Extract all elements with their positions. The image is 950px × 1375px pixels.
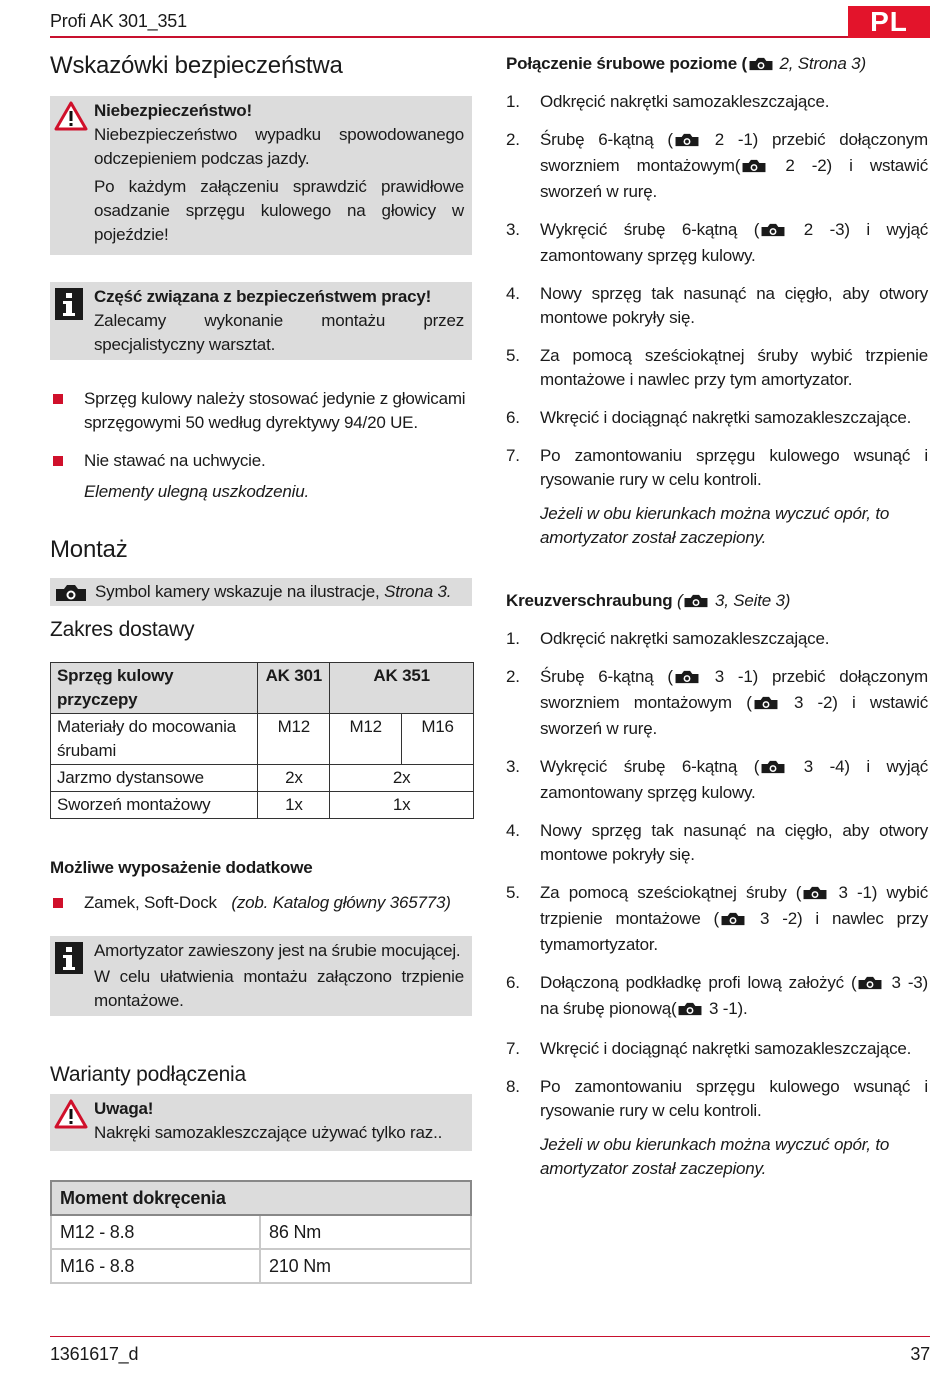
info-box-accessories: [50, 936, 472, 1016]
table-cell: M12: [258, 714, 330, 765]
step-text: Wkręcić i dociągnąć nakrętki samozakleszczające.: [540, 408, 912, 427]
table-header-cell: Sprzęg kulowy przyczepy: [51, 663, 258, 714]
accessory-item: Zamek, Soft-Dock: [84, 893, 217, 912]
step-text: 2 -2) i wstawić sworzeń w rurę.: [540, 156, 928, 201]
step-item: [506, 90, 928, 114]
caution-text: Nakręki samozakleszczające używać tylko raz..: [94, 1123, 443, 1142]
step-item: [506, 881, 928, 957]
table-cell: M12 - 8.8: [51, 1215, 260, 1249]
table-cell: Materiały do mocowania śrubami: [51, 714, 258, 765]
table-cell: M12: [330, 714, 402, 765]
step-text: Odkręcić nakrętki samozakleszczające.: [540, 92, 830, 111]
step-number: 5.: [506, 346, 520, 365]
delivery-heading: Zakres dostawy: [50, 618, 195, 641]
step-text: Wkręcić i dociągnąć nakrętki samozakleszczające.: [540, 1039, 912, 1058]
camera-icon: [760, 757, 786, 781]
danger-box: [50, 96, 472, 255]
table-header-cell: AK 351: [330, 663, 474, 714]
language-tab: PL: [848, 6, 930, 38]
step-note: Jeżeli w obu kierunkach można wyczuć opór, to amortyzator został zaczepiony.: [540, 1135, 890, 1178]
step-item: [506, 218, 928, 268]
page-number: 37: [910, 1344, 930, 1364]
info-box-safety: [50, 282, 472, 360]
horizontal-heading-ref: 2, Strona 3): [774, 54, 866, 73]
torque-table: [50, 1180, 472, 1284]
step-item: [506, 755, 928, 805]
safety-heading: Wskazówki bezpieczeństwa: [50, 52, 343, 79]
warning-triangle-icon: [54, 1099, 88, 1136]
variants-heading: Warianty podłączenia: [50, 1063, 246, 1086]
table-header-cell: AK 301: [258, 663, 330, 714]
footer-rule: [50, 1336, 930, 1337]
table-cell: 1x: [258, 792, 330, 819]
step-number: 8.: [506, 1077, 520, 1096]
table-row: [51, 714, 474, 765]
step-number: 3.: [506, 757, 520, 776]
cross-heading-ref: 3, Seite 3): [710, 591, 791, 610]
step-text: 3 -3) na śrubę pionową(: [540, 973, 929, 1018]
step-number: 3.: [506, 220, 520, 239]
step-item: [506, 128, 928, 204]
step-text: 3 -2) i wstawić sworzeń w rurę.: [540, 693, 928, 738]
list-item: Nie stawać na uchwycie.: [50, 449, 472, 473]
step-text: Po zamontowaniu sprzęgu kulowego wsunąć i rysowanie rury w celu kontroli.: [540, 446, 928, 489]
step-text: 2 -3) i wyjąć zamontowany sprzęg kulowy.: [540, 220, 929, 265]
cross-heading-text: Kreuzverschraubung: [506, 591, 673, 610]
step-text: 3 -4) i wyjąć zamontowany sprzęg kulowy.: [540, 757, 929, 802]
step-number: 6.: [506, 973, 520, 992]
accessories-info-2: W celu ułatwienia montażu załączono trzpienie montażowe.: [94, 967, 464, 1010]
step-text: Odkręcić nakrętki samozakleszczające.: [540, 629, 830, 648]
step-text: 3 -1).: [704, 999, 748, 1018]
step-text: Śrubę 6-kątną (: [540, 667, 673, 686]
step-item: [506, 819, 928, 867]
camera-icon: [683, 591, 709, 615]
step-text: Wykręcić śrubę 6-kątną (: [540, 757, 760, 776]
step-text: 3 -1) wybić trzpienie montażowe (: [540, 883, 928, 928]
step-number: 5.: [506, 883, 520, 902]
step-text: 2 -1) przebić dołączonym sworzniem montażowym(: [540, 130, 928, 175]
table-row: [51, 765, 474, 792]
camera-icon: [802, 883, 828, 907]
step-item: [506, 665, 928, 741]
step-item: [506, 971, 928, 1023]
table-cell: M16: [402, 714, 474, 765]
step-text: 3 -1) przebić dołączonym sworzniem montażowym (: [540, 667, 928, 712]
camera-icon: [54, 584, 88, 609]
info-title: Część związana z bezpieczeństwem pracy!: [94, 287, 432, 306]
table-cell: Jarzmo dystansowe: [51, 765, 258, 792]
table-cell: 1x: [330, 792, 474, 819]
step-text: Za pomocą sześciokątnej śruby (: [540, 883, 802, 902]
warning-triangle-icon: [54, 101, 88, 138]
danger-title: Niebezpieczeństwo!: [94, 101, 252, 120]
step-number: 4.: [506, 821, 520, 840]
step-item: [506, 406, 928, 430]
document-number: 1361617_d: [50, 1344, 139, 1364]
delivery-table: [50, 662, 474, 819]
table-row: [51, 792, 474, 819]
cross-heading: [506, 589, 928, 615]
document-title: Profi AK 301_351: [50, 11, 187, 31]
step-text: Za pomocą sześciokątnej śruby wybić trzpienie montażowe i nawlec przy tym amortyzator.: [540, 346, 928, 389]
list-item: [50, 891, 506, 915]
step-number: 6.: [506, 408, 520, 427]
info-icon: [54, 287, 84, 328]
camera-icon: [753, 693, 779, 717]
horizontal-steps-list: [506, 90, 928, 564]
step-number: 2.: [506, 130, 520, 149]
step-item: [506, 344, 928, 392]
safety-bullet-list: [50, 387, 472, 504]
camera-icon: [760, 220, 786, 244]
info-text: Zalecamy wykonanie montażu przez specjalistyczny warsztat.: [94, 311, 464, 354]
camera-icon: [857, 973, 883, 997]
camera-icon: [677, 999, 703, 1023]
table-header-cell: Moment dokręcenia: [51, 1181, 471, 1215]
step-number: 4.: [506, 284, 520, 303]
table-row: [51, 1249, 471, 1283]
step-number: 1.: [506, 92, 520, 111]
danger-text-2: Po każdym załączeniu sprawdzić prawidłowe osadzanie sprzęgu kulowego na głowicy w pojeździe!: [94, 177, 464, 244]
accessories-info-1: Amortyzator zawieszony jest na śrubie mocującej.: [94, 941, 461, 960]
cross-steps-list: [506, 627, 928, 1195]
step-item: [506, 627, 928, 651]
list-item: Sprzęg kulowy należy stosować jedynie z głowicami sprzęgowymi 50 według dyrektywy 94/20 UE.: [50, 387, 472, 435]
caution-box: [50, 1094, 472, 1151]
info-icon: [54, 941, 84, 982]
step-text: 3 -2) i nawlec przy tymamortyzator.: [540, 909, 928, 954]
camera-icon: [748, 54, 774, 78]
accessories-heading: Możliwe wyposażenie dodatkowe: [50, 858, 313, 877]
camera-icon: [741, 156, 767, 180]
camera-note-box: [50, 578, 472, 606]
step-item: [506, 1075, 928, 1181]
header-rule: [50, 36, 930, 38]
step-number: 2.: [506, 667, 520, 686]
table-row: [51, 1215, 471, 1249]
table-cell: 210 Nm: [260, 1249, 471, 1283]
horizontal-heading: [506, 52, 928, 78]
camera-note-text: Symbol kamery wskazuje na ilustracje,: [95, 582, 385, 601]
table-cell: Sworzeń montażowy: [51, 792, 258, 819]
caution-title: Uwaga!: [94, 1099, 154, 1118]
table-cell: 86 Nm: [260, 1215, 471, 1249]
camera-icon: [674, 667, 700, 691]
step-text: Po zamontowaniu sprzęgu kulowego wsunąć i rysowanie rury w celu kontroli.: [540, 1077, 928, 1120]
table-cell: 2x: [330, 765, 474, 792]
step-number: 1.: [506, 629, 520, 648]
montaz-heading: Montaż: [50, 536, 128, 563]
step-item: [506, 282, 928, 330]
cross-heading-open: (: [672, 591, 683, 610]
camera-icon: [720, 909, 746, 933]
table-cell: 2x: [258, 765, 330, 792]
step-text: Nowy sprzęg tak nasunąć na cięgło, aby otwory montowe pokryły się.: [540, 821, 928, 864]
camera-note-ref: Strona 3.: [384, 582, 452, 601]
accessory-note: (zob. Katalog główny 365773): [231, 893, 451, 912]
camera-icon: [674, 130, 700, 154]
step-item: [506, 1037, 928, 1061]
step-text: Śrubę 6-kątną (: [540, 130, 673, 149]
table-row: [51, 1181, 471, 1215]
step-number: 7.: [506, 1039, 520, 1058]
danger-text-1: Niebezpieczeństwo wypadku spowodowanego odczepieniem podczas jazdy.: [94, 125, 464, 168]
step-text: Nowy sprzęg tak nasunąć na cięgło, aby otwory montowe pokryły się.: [540, 284, 928, 327]
step-text: Dołączoną podkładkę profi lową założyć (: [540, 973, 857, 992]
step-note: Jeżeli w obu kierunkach można wyczuć opór, to amortyzator został zaczepiony.: [540, 504, 890, 547]
step-item: [506, 444, 928, 550]
table-cell: M16 - 8.8: [51, 1249, 260, 1283]
horizontal-heading-text: Połączenie śrubowe poziome (: [506, 54, 747, 73]
step-text: Wykręcić śrubę 6-kątną (: [540, 220, 760, 239]
step-number: 7.: [506, 446, 520, 465]
table-row: [51, 663, 474, 714]
bullet-note: Elementy ulegną uszkodzeniu.: [84, 482, 309, 501]
